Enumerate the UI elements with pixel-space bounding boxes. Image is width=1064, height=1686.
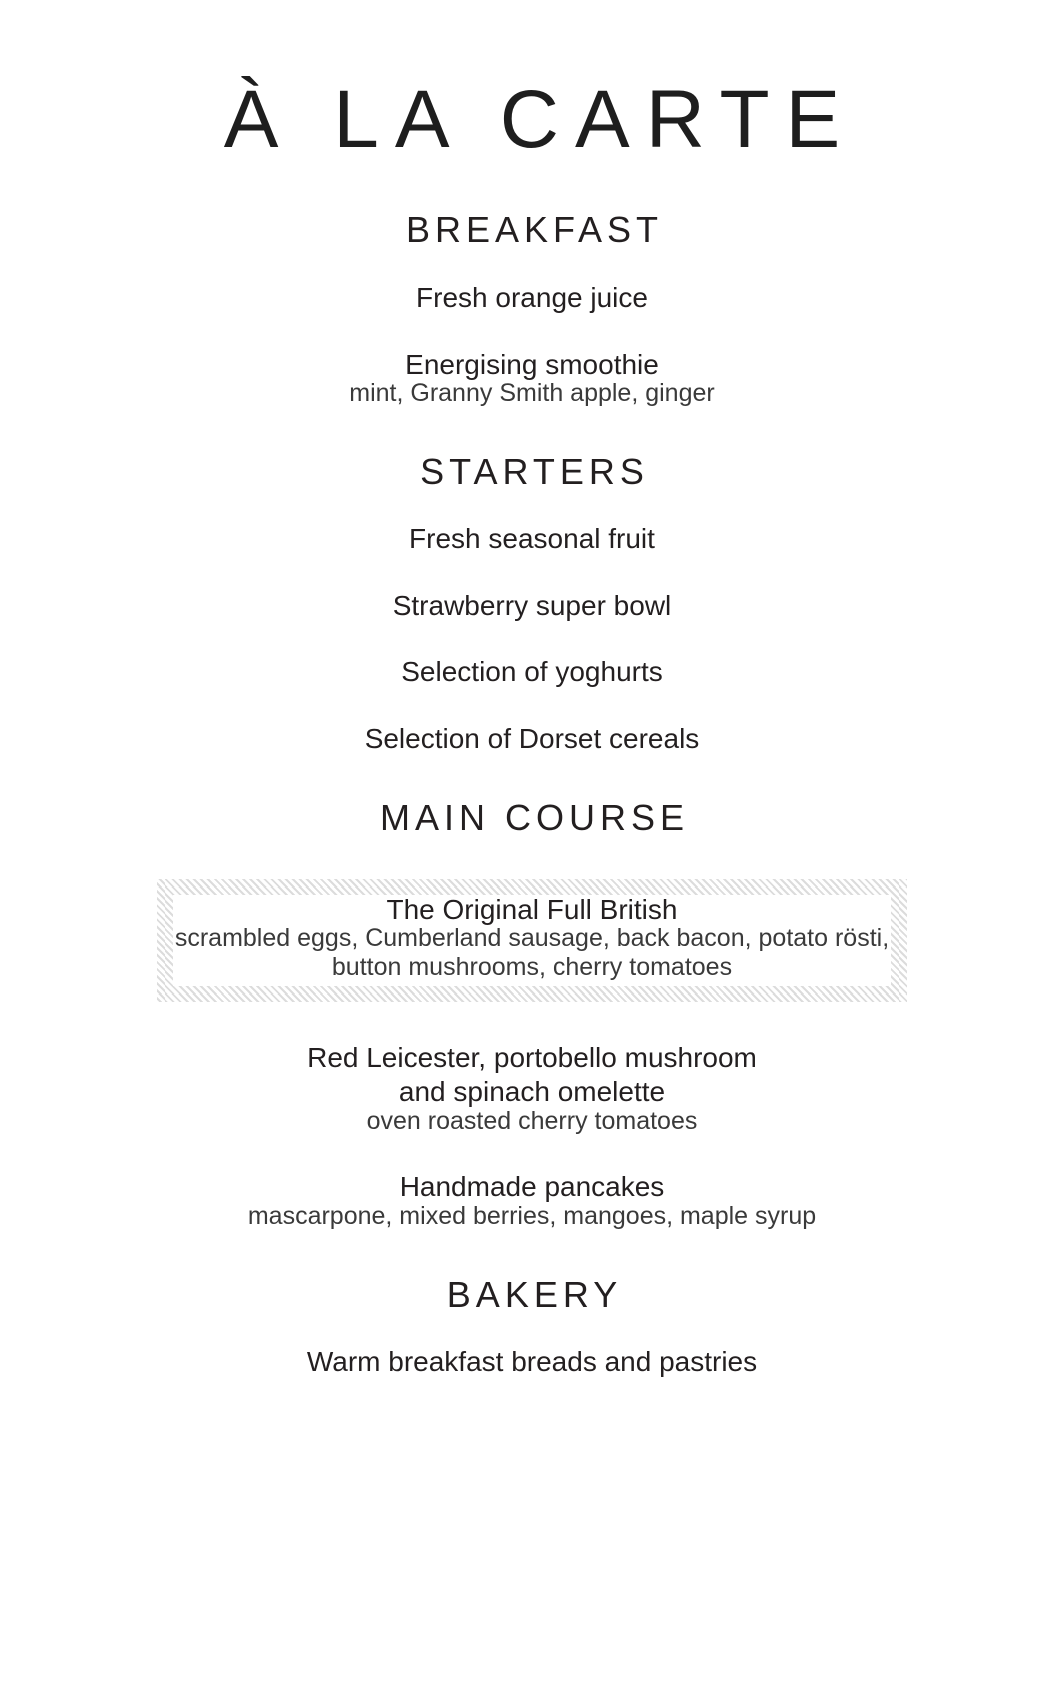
- menu-item-name: Selection of yoghurts: [401, 656, 663, 687]
- section-heading-bakery: BAKERY: [446, 1274, 623, 1315]
- menu-item-name: Selection of Dorset cereals: [364, 723, 700, 754]
- section-heading-breakfast: BREAKFAST: [405, 209, 664, 250]
- menu-item-name: Energising smoothie: [405, 349, 659, 380]
- menu-item-description: mascarpone, mixed berries, mangoes, maple syrup: [247, 1202, 817, 1230]
- menu-item-name: Warm breakfast breads and pastries: [306, 1346, 758, 1377]
- menu-item-name: Handmade pancakes: [399, 1171, 665, 1202]
- menu-item-name: and spinach omelette: [398, 1076, 666, 1107]
- menu-item-name: Red Leicester, portobello mushroom: [307, 1042, 757, 1073]
- featured-item-description: button mushrooms, cherry tomatoes: [331, 953, 733, 981]
- menu-title: À LA CARTE: [223, 74, 857, 165]
- featured-item-name: The Original Full British: [386, 894, 678, 925]
- menu-item-description: oven roasted cherry tomatoes: [366, 1107, 698, 1135]
- menu-item-name: Fresh seasonal fruit: [409, 523, 655, 554]
- menu-item-name: Strawberry super bowl: [392, 590, 672, 621]
- section-heading-main-course: MAIN COURSE: [379, 797, 690, 838]
- section-heading-starters: STARTERS: [420, 451, 649, 492]
- menu-item-description: mint, Granny Smith apple, ginger: [349, 379, 715, 407]
- featured-item-description: scrambled eggs, Cumberland sausage, back bacon, potato rösti,: [174, 924, 890, 952]
- menu-item-name: Fresh orange juice: [416, 282, 648, 313]
